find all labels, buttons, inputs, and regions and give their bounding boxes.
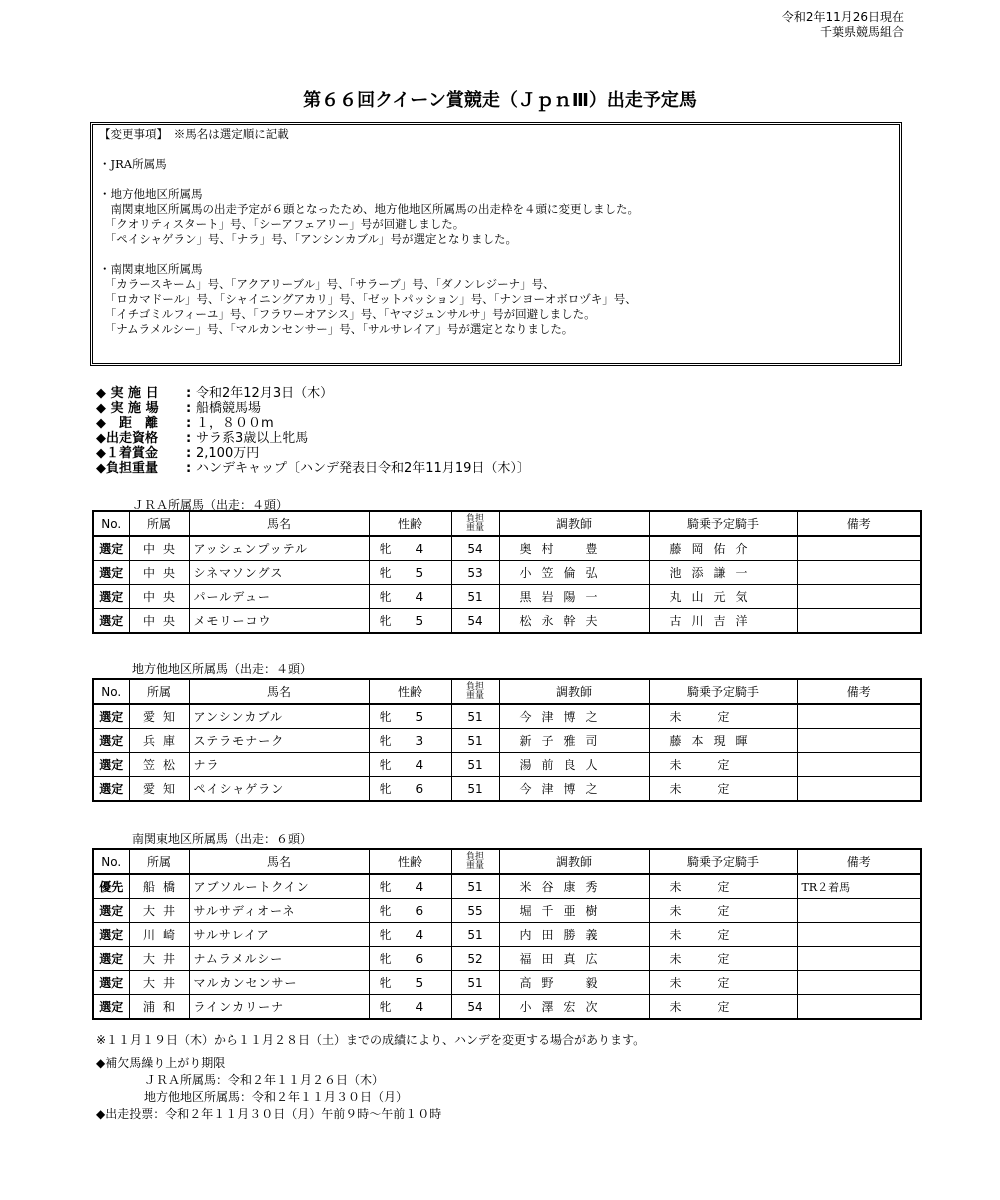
belong-cell: 大井	[129, 899, 189, 923]
belong-cell: 中央	[129, 609, 189, 634]
horse-name: ナムラメルシー	[189, 947, 369, 971]
sex-age-cell	[369, 971, 451, 995]
belong-cell: 中央	[129, 561, 189, 585]
sex: 牝	[379, 928, 392, 942]
info-row	[96, 416, 530, 431]
info-value: 船橋競馬場	[196, 401, 262, 416]
age: 5	[415, 710, 424, 724]
note-cell	[797, 753, 921, 777]
table-row	[93, 874, 921, 899]
header-belong: 所属	[129, 679, 189, 704]
document-header	[782, 10, 904, 40]
table-row	[93, 704, 921, 729]
jockey-name: 古川吉洋	[649, 609, 797, 634]
header-note: 備考	[797, 679, 921, 704]
info-row	[96, 386, 530, 401]
belong-cell: 川崎	[129, 923, 189, 947]
info-separator: :	[186, 461, 192, 476]
sex-age-cell	[369, 899, 451, 923]
header-jockey: 騎乗予定騎手	[649, 679, 797, 704]
belong-cell: 愛知	[129, 704, 189, 729]
weight-cell: 53	[451, 561, 499, 585]
note-cell	[797, 561, 921, 585]
table-row	[93, 585, 921, 609]
notice-line	[99, 172, 893, 187]
footer-line: ◆補欠馬繰り上がり期限	[96, 1056, 226, 1070]
section-title: 南関東地区所属馬（出走：６頭）	[132, 832, 313, 846]
footer-line: ◆出走投票：令和２年１１月３０日（月）午前９時～午前１０時	[96, 1107, 442, 1121]
trainer-name: 黒岩陽一	[499, 585, 649, 609]
jockey-name: 未 定	[649, 995, 797, 1020]
header-trainer: 調教師	[499, 511, 649, 536]
notice-line: 「ロカマドール」号、「シャイニングアカリ」号、「ゼットパッション」号、「ナンヨーオボロヅキ」号、	[99, 292, 637, 306]
age: 6	[415, 952, 424, 966]
age: 4	[415, 542, 424, 556]
info-label: ◆ 実 施 日	[96, 386, 159, 401]
selection-status: 選定	[93, 753, 129, 777]
entry-table	[92, 510, 922, 634]
sex: 牝	[379, 952, 392, 966]
horse-name: サルサレイア	[189, 923, 369, 947]
selection-status: 選定	[93, 536, 129, 561]
jockey-name: 未 定	[649, 777, 797, 802]
info-value: １，８００m	[196, 416, 274, 431]
trainer-name: 新子雅司	[499, 729, 649, 753]
trainer-name: 内田勝義	[499, 923, 649, 947]
footer-line: ＪＲＡ所属馬：令和２年１１月２６日（木）	[96, 1073, 385, 1087]
age: 3	[415, 734, 424, 748]
as-of-date: 令和2年11月26日現在	[781, 10, 904, 24]
horse-name: ペイシャゲラン	[189, 777, 369, 802]
age: 6	[415, 904, 424, 918]
info-separator: :	[186, 446, 192, 461]
sex-age-cell	[369, 874, 451, 899]
table-row	[93, 947, 921, 971]
notice-line	[99, 142, 893, 157]
selection-status: 選定	[93, 777, 129, 802]
sex: 牝	[379, 734, 392, 748]
header-no: No.	[93, 679, 129, 704]
page-title: 第６６回クイーン賞競走（ＪｐｎⅢ）出走予定馬	[303, 90, 697, 111]
trainer-name: 米谷康秀	[499, 874, 649, 899]
footer-line: 地方他地区所属馬：令和２年１１月３０日（月）	[96, 1090, 409, 1104]
selection-status: 選定	[93, 729, 129, 753]
selection-status: 選定	[93, 561, 129, 585]
horse-name: アブソルートクイン	[189, 874, 369, 899]
info-row	[96, 446, 530, 461]
info-row	[96, 401, 530, 416]
sex: 牝	[379, 614, 392, 628]
belong-cell: 兵庫	[129, 729, 189, 753]
sex-age-cell	[369, 947, 451, 971]
info-label: ◆負担重量	[96, 461, 158, 476]
header-horse: 馬名	[189, 849, 369, 874]
selection-status: 優先	[93, 874, 129, 899]
trainer-name: 高野 毅	[499, 971, 649, 995]
table-row	[93, 899, 921, 923]
selection-status: 選定	[93, 995, 129, 1020]
header-note: 備考	[797, 511, 921, 536]
note-cell	[797, 585, 921, 609]
jockey-name: 未 定	[649, 874, 797, 899]
footer-line: ※１１月１９日（木）から１１月２８日（土）までの成績により、ハンデを変更する場合があります。	[96, 1033, 646, 1047]
notice-line	[99, 247, 893, 262]
header-weight-line1: 負担	[465, 851, 484, 862]
header-weight-line2: 重量	[465, 522, 484, 533]
belong-cell: 大井	[129, 971, 189, 995]
weight-cell: 54	[451, 536, 499, 561]
belong-cell: 愛知	[129, 777, 189, 802]
trainer-name: 今津博之	[499, 777, 649, 802]
note-cell	[797, 704, 921, 729]
age: 6	[415, 782, 424, 796]
jockey-name: 未 定	[649, 753, 797, 777]
info-separator: :	[186, 431, 192, 446]
footer-notes	[96, 1032, 645, 1123]
header-trainer: 調教師	[499, 849, 649, 874]
trainer-name: 小澤宏次	[499, 995, 649, 1020]
section-title: 地方他地区所属馬（出走：４頭）	[132, 662, 313, 676]
header-horse: 馬名	[189, 679, 369, 704]
belong-cell: 浦和	[129, 995, 189, 1020]
table-row	[93, 971, 921, 995]
table-header-row	[93, 511, 921, 536]
sex: 牝	[379, 590, 392, 604]
table-row	[93, 923, 921, 947]
header-weight	[451, 849, 499, 874]
weight-cell: 51	[451, 753, 499, 777]
horse-name: アンシンカブル	[189, 704, 369, 729]
weight-cell: 54	[451, 995, 499, 1020]
note-cell	[797, 923, 921, 947]
info-row	[96, 431, 530, 446]
belong-cell: 中央	[129, 585, 189, 609]
sex: 牝	[379, 566, 392, 580]
weight-cell: 54	[451, 609, 499, 634]
sex-age-cell	[369, 729, 451, 753]
selection-status: 選定	[93, 585, 129, 609]
trainer-name: 松永幹夫	[499, 609, 649, 634]
age: 5	[415, 566, 424, 580]
header-sexage: 性齢	[369, 849, 451, 874]
info-value: サラ系3歳以上牝馬	[196, 431, 309, 446]
sex: 牝	[379, 904, 392, 918]
sex-age-cell	[369, 753, 451, 777]
horse-name: マルカンセンサー	[189, 971, 369, 995]
note-cell: TR２着馬	[797, 874, 921, 899]
table-row	[93, 729, 921, 753]
belong-cell: 船橋	[129, 874, 189, 899]
age: 5	[415, 976, 424, 990]
info-value: 令和2年12月3日（木）	[196, 386, 334, 401]
sex: 牝	[379, 1000, 392, 1014]
section-title: ＪＲＡ所属馬（出走：４頭）	[132, 498, 289, 512]
notice-line: 南関東地区所属馬の出走予定が６頭となったため、地方他地区所属馬の出走枠を４頭に変更しました。	[99, 202, 640, 216]
info-label: ◆ 距 離	[96, 416, 158, 431]
info-label: ◆出走資格	[96, 431, 158, 446]
race-info	[96, 386, 530, 476]
notice-line: 「ペイシャゲラン」号、「ナラ」号、「アンシンカブル」号が選定となりました。	[99, 232, 518, 246]
notice-line: ・JRA所属馬	[99, 157, 167, 171]
sex-age-cell	[369, 923, 451, 947]
table-row	[93, 536, 921, 561]
header-no: No.	[93, 511, 129, 536]
notice-line: ・南関東地区所属馬	[99, 262, 203, 276]
horse-name: サルサディオーネ	[189, 899, 369, 923]
horse-name: アッシェンプッテル	[189, 536, 369, 561]
jockey-name: 未 定	[649, 947, 797, 971]
trainer-name: 奥村 豊	[499, 536, 649, 561]
note-cell	[797, 729, 921, 753]
trainer-name: 福田真広	[499, 947, 649, 971]
jockey-name: 池添謙一	[649, 561, 797, 585]
horse-name: シネマソングス	[189, 561, 369, 585]
table-header-row	[93, 849, 921, 874]
note-cell	[797, 947, 921, 971]
notice-line: 「カラースキーム」号、「アクアリーブル」号、「サラーブ」号、「ダノンレジーナ」号、	[99, 277, 555, 291]
header-weight-line2: 重量	[465, 690, 484, 701]
header-weight-line1: 負担	[465, 513, 484, 524]
header-note: 備考	[797, 849, 921, 874]
entry-table	[92, 678, 922, 802]
header-horse: 馬名	[189, 511, 369, 536]
sex-age-cell	[369, 995, 451, 1020]
weight-cell: 51	[451, 923, 499, 947]
header-weight-line2: 重量	[465, 860, 484, 871]
trainer-name: 小笠倫弘	[499, 561, 649, 585]
age: 4	[415, 880, 424, 894]
sex: 牝	[379, 758, 392, 772]
notice-line: ・地方他地区所属馬	[99, 187, 203, 201]
info-separator: :	[186, 401, 192, 416]
age: 4	[415, 758, 424, 772]
note-cell	[797, 995, 921, 1020]
weight-cell: 51	[451, 704, 499, 729]
info-row	[96, 461, 530, 476]
notice-line: 「ナムラメルシー」号、「マルカンセンサー」号、「サルサレイア」号が選定となりました。	[99, 322, 574, 336]
header-sexage: 性齢	[369, 511, 451, 536]
selection-status: 選定	[93, 704, 129, 729]
belong-cell: 笠松	[129, 753, 189, 777]
trainer-name: 堀千亜樹	[499, 899, 649, 923]
age: 4	[415, 928, 424, 942]
jockey-name: 藤岡佑介	[649, 536, 797, 561]
change-notice-box	[90, 122, 902, 366]
note-cell	[797, 971, 921, 995]
info-separator: :	[186, 416, 192, 431]
sex: 牝	[379, 782, 392, 796]
header-weight-line1: 負担	[465, 681, 484, 692]
entry-table	[92, 848, 922, 1020]
sex: 牝	[379, 710, 392, 724]
weight-cell: 52	[451, 947, 499, 971]
jockey-name: 未 定	[649, 971, 797, 995]
header-jockey: 騎乗予定騎手	[649, 511, 797, 536]
selection-status: 選定	[93, 899, 129, 923]
table-row	[93, 777, 921, 802]
age: 5	[415, 614, 424, 628]
horse-name: メモリーコウ	[189, 609, 369, 634]
sex: 牝	[379, 976, 392, 990]
selection-status: 選定	[93, 923, 129, 947]
header-belong: 所属	[129, 849, 189, 874]
weight-cell: 51	[451, 777, 499, 802]
note-cell	[797, 609, 921, 634]
sex-age-cell	[369, 536, 451, 561]
note-cell	[797, 899, 921, 923]
belong-cell: 中央	[129, 536, 189, 561]
belong-cell: 大井	[129, 947, 189, 971]
weight-cell: 51	[451, 585, 499, 609]
table-row	[93, 995, 921, 1020]
info-value: 2,100万円	[196, 446, 260, 461]
header-weight	[451, 679, 499, 704]
sex: 牝	[379, 542, 392, 556]
header-trainer: 調教師	[499, 679, 649, 704]
note-cell	[797, 777, 921, 802]
horse-name: ステラモナーク	[189, 729, 369, 753]
notice-line: 「イチゴミルフィーユ」号、「フラワーオアシス」号、「ヤマジュンサルサ」号が回避しました。	[99, 307, 596, 321]
header-jockey: 騎乗予定騎手	[649, 849, 797, 874]
header-sexage: 性齢	[369, 679, 451, 704]
jockey-name: 藤本現暉	[649, 729, 797, 753]
weight-cell: 55	[451, 899, 499, 923]
info-value: ハンデキャップ〔ハンデ発表日令和2年11月19日（木）〕	[196, 461, 530, 476]
age: 4	[415, 1000, 424, 1014]
weight-cell: 51	[451, 874, 499, 899]
jockey-name: 未 定	[649, 923, 797, 947]
sex-age-cell	[369, 704, 451, 729]
sex: 牝	[379, 880, 392, 894]
weight-cell: 51	[451, 729, 499, 753]
info-separator: :	[186, 386, 192, 401]
sex-age-cell	[369, 777, 451, 802]
jockey-name: 丸山元気	[649, 585, 797, 609]
header-no: No.	[93, 849, 129, 874]
jockey-name: 未 定	[649, 899, 797, 923]
note-cell	[797, 536, 921, 561]
sex-age-cell	[369, 561, 451, 585]
info-label: ◆１着賞金	[96, 446, 158, 461]
selection-status: 選定	[93, 971, 129, 995]
weight-cell: 51	[451, 971, 499, 995]
organization-name: 千葉県競馬組合	[819, 25, 904, 39]
notice-line: 「クオリティスタート」号、「シーアフェアリー」号が回避しました。	[99, 217, 465, 231]
trainer-name: 今津博之	[499, 704, 649, 729]
jockey-name: 未 定	[649, 704, 797, 729]
horse-name: ラインカリーナ	[189, 995, 369, 1020]
selection-status: 選定	[93, 609, 129, 634]
table-header-row	[93, 679, 921, 704]
age: 4	[415, 590, 424, 604]
info-label: ◆ 実 施 場	[96, 401, 159, 416]
sex-age-cell	[369, 609, 451, 634]
trainer-name: 湯前良人	[499, 753, 649, 777]
table-row	[93, 561, 921, 585]
header-belong: 所属	[129, 511, 189, 536]
header-weight	[451, 511, 499, 536]
table-row	[93, 753, 921, 777]
horse-name: パールデュー	[189, 585, 369, 609]
sex-age-cell	[369, 585, 451, 609]
horse-name: ナラ	[189, 753, 369, 777]
notice-line: 【変更事項】 ※馬名は選定順に記載	[99, 127, 289, 141]
table-row	[93, 609, 921, 634]
selection-status: 選定	[93, 947, 129, 971]
